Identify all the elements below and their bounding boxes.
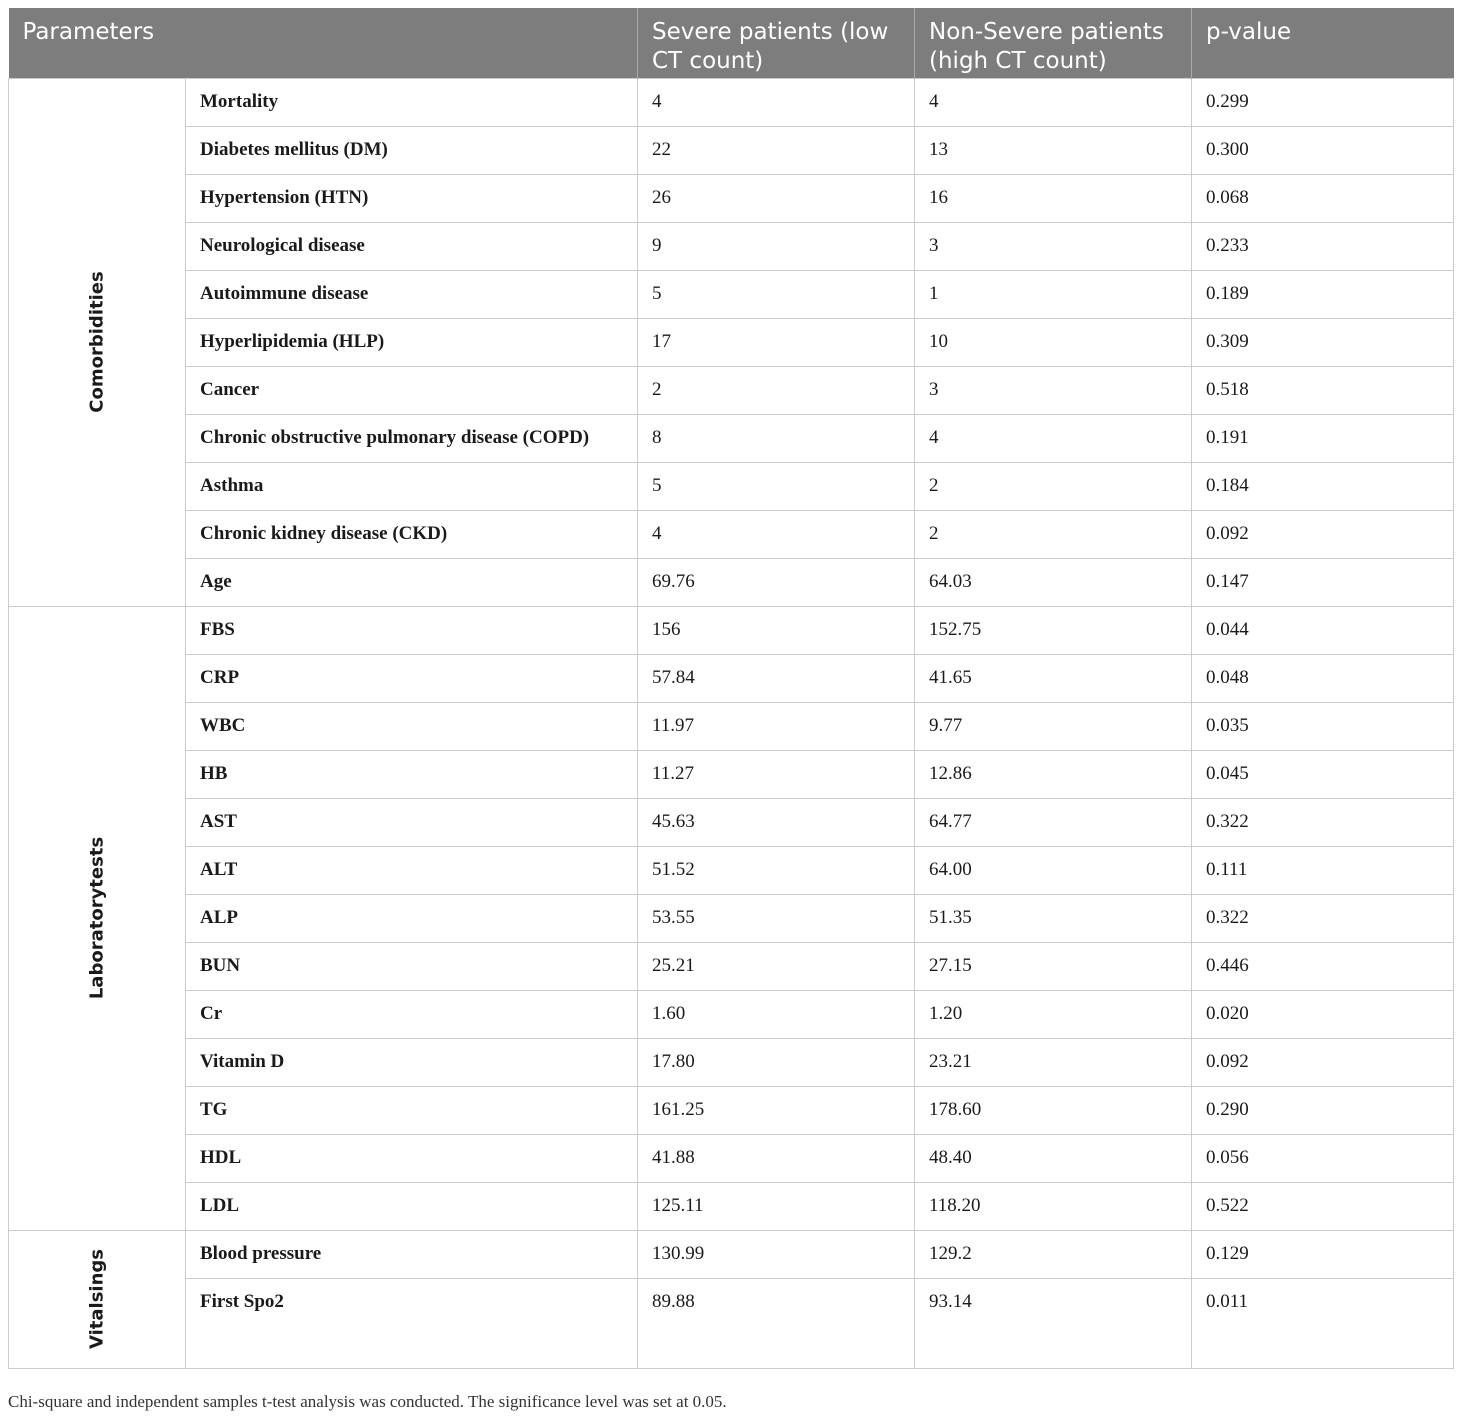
nonsevere-value: 51.35 — [915, 894, 1192, 942]
table-row — [9, 510, 1454, 558]
p-value: 0.184 — [1192, 462, 1454, 510]
table-row — [9, 174, 1454, 222]
nonsevere-value: 10 — [915, 318, 1192, 366]
severe-value: 69.76 — [638, 558, 915, 606]
nonsevere-value: 27.15 — [915, 942, 1192, 990]
p-value: 0.068 — [1192, 174, 1454, 222]
table-row — [9, 798, 1454, 846]
nonsevere-value: 41.65 — [915, 654, 1192, 702]
table-footnote: Chi-square and independent samples t-test analysis was conducted. The significance level was set at 0.05. — [8, 1392, 727, 1411]
severe-value: 89.88 — [638, 1278, 915, 1368]
p-value: 0.446 — [1192, 942, 1454, 990]
table-row — [9, 990, 1454, 1038]
severe-value: 57.84 — [638, 654, 915, 702]
p-value: 0.322 — [1192, 798, 1454, 846]
row-label: Neurological disease — [186, 222, 638, 270]
row-label: First Spo2 — [186, 1278, 638, 1368]
table-row — [9, 1230, 1454, 1278]
table-row — [9, 942, 1454, 990]
p-value: 0.035 — [1192, 702, 1454, 750]
table-row — [9, 654, 1454, 702]
header-severe: Severe patients (low CT count) — [638, 8, 915, 78]
nonsevere-value: 1.20 — [915, 990, 1192, 1038]
row-label: Cancer — [186, 366, 638, 414]
nonsevere-value: 1 — [915, 270, 1192, 318]
row-label: Hypertension (HTN) — [186, 174, 638, 222]
group-label: Laboratorytests — [86, 836, 108, 1000]
p-value: 0.309 — [1192, 318, 1454, 366]
severe-value: 11.97 — [638, 702, 915, 750]
row-label: ALT — [186, 846, 638, 894]
row-label: CRP — [186, 654, 638, 702]
group-laboratory — [9, 606, 186, 1230]
row-label: Mortality — [186, 78, 638, 126]
nonsevere-value: 2 — [915, 462, 1192, 510]
nonsevere-value: 64.03 — [915, 558, 1192, 606]
p-value: 0.020 — [1192, 990, 1454, 1038]
group-label: Vitalsings — [86, 1248, 108, 1350]
nonsevere-value: 48.40 — [915, 1134, 1192, 1182]
p-value: 0.522 — [1192, 1182, 1454, 1230]
nonsevere-value: 129.2 — [915, 1230, 1192, 1278]
nonsevere-value: 16 — [915, 174, 1192, 222]
header-nonsevere: Non-Severe patients (high CT count) — [915, 8, 1192, 78]
nonsevere-value: 4 — [915, 78, 1192, 126]
row-label: Autoimmune disease — [186, 270, 638, 318]
row-label: HB — [186, 750, 638, 798]
header-pvalue: p-value — [1192, 8, 1454, 78]
row-label: FBS — [186, 606, 638, 654]
severe-value: 22 — [638, 126, 915, 174]
header-parameters: Parameters — [9, 8, 638, 78]
row-label: Chronic kidney disease (CKD) — [186, 510, 638, 558]
p-value: 0.011 — [1192, 1278, 1454, 1368]
p-value: 0.045 — [1192, 750, 1454, 798]
table-row — [9, 702, 1454, 750]
table-row — [9, 270, 1454, 318]
nonsevere-value: 9.77 — [915, 702, 1192, 750]
p-value: 0.056 — [1192, 1134, 1454, 1182]
p-value: 0.092 — [1192, 510, 1454, 558]
row-label: Blood pressure — [186, 1230, 638, 1278]
severe-value: 8 — [638, 414, 915, 462]
severe-value: 5 — [638, 270, 915, 318]
severe-value: 161.25 — [638, 1086, 915, 1134]
nonsevere-value: 23.21 — [915, 1038, 1192, 1086]
table-row — [9, 414, 1454, 462]
table-row — [9, 318, 1454, 366]
nonsevere-value: 12.86 — [915, 750, 1192, 798]
p-value: 0.129 — [1192, 1230, 1454, 1278]
table-row — [9, 558, 1454, 606]
nonsevere-value: 3 — [915, 222, 1192, 270]
group-comorbidities — [9, 78, 186, 606]
table-row — [9, 126, 1454, 174]
results-table — [8, 8, 1454, 1369]
p-value: 0.290 — [1192, 1086, 1454, 1134]
table-row — [9, 1134, 1454, 1182]
table-row — [9, 462, 1454, 510]
table-row — [9, 366, 1454, 414]
table-row — [9, 222, 1454, 270]
severe-value: 41.88 — [638, 1134, 915, 1182]
nonsevere-value: 2 — [915, 510, 1192, 558]
severe-value: 17 — [638, 318, 915, 366]
p-value: 0.322 — [1192, 894, 1454, 942]
p-value: 0.518 — [1192, 366, 1454, 414]
severe-value: 26 — [638, 174, 915, 222]
row-label: WBC — [186, 702, 638, 750]
nonsevere-value: 118.20 — [915, 1182, 1192, 1230]
p-value: 0.189 — [1192, 270, 1454, 318]
severe-value: 4 — [638, 510, 915, 558]
row-label: Diabetes mellitus (DM) — [186, 126, 638, 174]
severe-value: 25.21 — [638, 942, 915, 990]
severe-value: 1.60 — [638, 990, 915, 1038]
severe-value: 2 — [638, 366, 915, 414]
severe-value: 17.80 — [638, 1038, 915, 1086]
severe-value: 4 — [638, 78, 915, 126]
p-value: 0.299 — [1192, 78, 1454, 126]
row-label: Age — [186, 558, 638, 606]
row-label: AST — [186, 798, 638, 846]
severe-value: 11.27 — [638, 750, 915, 798]
nonsevere-value: 64.00 — [915, 846, 1192, 894]
row-label: LDL — [186, 1182, 638, 1230]
table-row — [9, 1182, 1454, 1230]
nonsevere-value: 4 — [915, 414, 1192, 462]
group-label: Comorbidities — [86, 271, 108, 413]
p-value: 0.092 — [1192, 1038, 1454, 1086]
nonsevere-value: 13 — [915, 126, 1192, 174]
p-value: 0.233 — [1192, 222, 1454, 270]
p-value: 0.300 — [1192, 126, 1454, 174]
nonsevere-value: 152.75 — [915, 606, 1192, 654]
severe-value: 156 — [638, 606, 915, 654]
row-label: ALP — [186, 894, 638, 942]
severe-value: 125.11 — [638, 1182, 915, 1230]
row-label: BUN — [186, 942, 638, 990]
p-value: 0.044 — [1192, 606, 1454, 654]
severe-value: 53.55 — [638, 894, 915, 942]
row-label: Asthma — [186, 462, 638, 510]
p-value: 0.048 — [1192, 654, 1454, 702]
table-row — [9, 1086, 1454, 1134]
group-vital-signs — [9, 1230, 186, 1368]
row-label: Hyperlipidemia (HLP) — [186, 318, 638, 366]
row-label: HDL — [186, 1134, 638, 1182]
row-label: Vitamin D — [186, 1038, 638, 1086]
table-row — [9, 1278, 1454, 1368]
p-value: 0.111 — [1192, 846, 1454, 894]
table-row — [9, 750, 1454, 798]
severe-value: 45.63 — [638, 798, 915, 846]
nonsevere-value: 64.77 — [915, 798, 1192, 846]
severe-value: 51.52 — [638, 846, 915, 894]
row-label: Cr — [186, 990, 638, 1038]
severe-value: 130.99 — [638, 1230, 915, 1278]
severe-value: 5 — [638, 462, 915, 510]
table-row — [9, 1038, 1454, 1086]
table-row — [9, 846, 1454, 894]
nonsevere-value: 93.14 — [915, 1278, 1192, 1368]
nonsevere-value: 178.60 — [915, 1086, 1192, 1134]
nonsevere-value: 3 — [915, 366, 1192, 414]
severe-value: 9 — [638, 222, 915, 270]
p-value: 0.147 — [1192, 558, 1454, 606]
row-label: TG — [186, 1086, 638, 1134]
table-row — [9, 78, 1454, 126]
table-row — [9, 894, 1454, 942]
row-label: Chronic obstructive pulmonary disease (COPD) — [186, 414, 638, 462]
p-value: 0.191 — [1192, 414, 1454, 462]
header-row — [9, 8, 1454, 78]
table-row — [9, 606, 1454, 654]
